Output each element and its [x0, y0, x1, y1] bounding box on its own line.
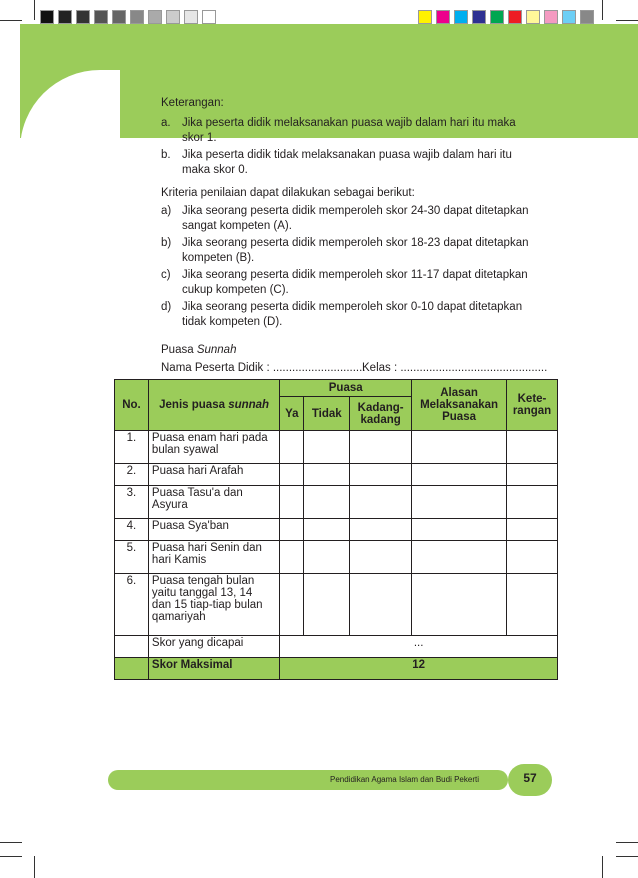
row-jenis: Puasa hari Arafah: [148, 464, 279, 486]
row-number: 1.: [115, 431, 149, 464]
color-swatch: [58, 10, 72, 24]
row-jenis: Puasa enam hari pada bulan syawal: [148, 431, 279, 464]
kriteria-item-a: Jika seorang peserta didik memperoleh skor 24-30 dapat ditetapkan: [182, 205, 529, 217]
color-swatch: [472, 10, 486, 24]
cell-tidak[interactable]: [304, 486, 350, 519]
cell-ya[interactable]: [280, 431, 304, 464]
color-swatch: [166, 10, 180, 24]
row-number: 6.: [115, 574, 149, 636]
table-row: [115, 486, 558, 519]
name-field-label: Nama Peserta Didik : .............................: [161, 362, 366, 374]
crop-mark: [34, 0, 35, 20]
cell-ya[interactable]: [280, 464, 304, 486]
cell-alasan[interactable]: [412, 486, 507, 519]
row-jenis: Puasa tengah bulan yaitu tanggal 13, 14 dan 15 tiap-tiap bulan qamariyah: [148, 574, 279, 636]
cell-keterangan[interactable]: [507, 574, 558, 636]
cell-keterangan[interactable]: [507, 541, 558, 574]
cell-kadang[interactable]: [350, 431, 412, 464]
color-swatch: [94, 10, 108, 24]
color-swatch: [526, 10, 540, 24]
cell-ya[interactable]: [280, 486, 304, 519]
cell-kadang[interactable]: [350, 541, 412, 574]
cell-ya[interactable]: [280, 541, 304, 574]
crop-mark: [602, 856, 603, 878]
keterangan-marker-b: b.: [161, 149, 171, 161]
color-swatch: [202, 10, 216, 24]
table-row: [115, 431, 558, 464]
kriteria-marker-b: b): [161, 237, 172, 249]
table-row: [115, 519, 558, 541]
keterangan-item-a-cont: skor 1.: [182, 132, 217, 144]
color-swatch: [562, 10, 576, 24]
class-field-label: Kelas : ..............................................: [362, 362, 548, 374]
header-jenis: Jenis puasa sunnah: [148, 380, 279, 431]
max-label: Skor Maksimal: [148, 658, 279, 680]
color-swatch: [76, 10, 90, 24]
color-swatch: [148, 10, 162, 24]
crop-mark: [602, 0, 603, 20]
color-swatch: [418, 10, 432, 24]
color-swatch: [490, 10, 504, 24]
table-row: [115, 574, 558, 636]
kriteria-item-d-cont: tidak kompeten (D).: [182, 316, 283, 328]
max-value: 12: [280, 658, 558, 680]
cell-tidak[interactable]: [304, 519, 350, 541]
kriteria-item-b: Jika seorang peserta didik memperoleh skor 18-23 dapat ditetapkan: [182, 237, 529, 249]
kriteria-item-a-cont: sangat kompeten (A).: [182, 220, 292, 232]
keterangan-item-b-cont: maka skor 0.: [182, 164, 248, 176]
kriteria-marker-d: d): [161, 301, 172, 313]
skor-label: Skor yang dicapai: [148, 636, 279, 658]
cell-alasan[interactable]: [412, 574, 507, 636]
keterangan-title: Keterangan:: [161, 97, 224, 109]
puasa-sunnah-table: [114, 379, 558, 680]
color-swatch: [40, 10, 54, 24]
kriteria-item-d: Jika seorang peserta didik memperoleh skor 0-10 dapat ditetapkan: [182, 301, 523, 313]
cell-kadang[interactable]: [350, 486, 412, 519]
crop-mark: [616, 856, 638, 857]
kriteria-title: Kriteria penilaian dapat dilakukan sebagai berikut:: [161, 187, 415, 199]
cell-kadang[interactable]: [350, 464, 412, 486]
cell-alasan[interactable]: [412, 541, 507, 574]
kriteria-marker-c: c): [161, 269, 171, 281]
cell-kadang[interactable]: [350, 519, 412, 541]
color-swatch: [130, 10, 144, 24]
row-number: 3.: [115, 486, 149, 519]
crop-mark: [0, 842, 22, 843]
kriteria-marker-a: a): [161, 205, 172, 217]
skor-value[interactable]: ...: [280, 636, 558, 658]
cell-kadang[interactable]: [350, 574, 412, 636]
color-swatch: [454, 10, 468, 24]
row-number: 2.: [115, 464, 149, 486]
cell-tidak[interactable]: [304, 541, 350, 574]
header-tidak: Tidak: [304, 397, 350, 431]
cell-keterangan[interactable]: [507, 464, 558, 486]
cell-tidak[interactable]: [304, 574, 350, 636]
kriteria-item-c: Jika seorang peserta didik memperoleh skor 11-17 dapat ditetapkan: [182, 269, 528, 281]
keterangan-item-b: Jika peserta didik tidak melaksanakan puasa wajib dalam hari itu: [182, 149, 512, 161]
cell-ya[interactable]: [280, 519, 304, 541]
color-swatch: [580, 10, 594, 24]
cell-keterangan[interactable]: [507, 519, 558, 541]
skor-row: [115, 636, 558, 658]
header-no: No.: [115, 380, 149, 431]
row-jenis: Puasa Sya'ban: [148, 519, 279, 541]
kriteria-item-b-cont: kompeten (B).: [182, 252, 255, 264]
cell-alasan[interactable]: [412, 519, 507, 541]
cell-ya[interactable]: [280, 574, 304, 636]
cell-keterangan[interactable]: [507, 431, 558, 464]
header-kadang: Kadang- kadang: [350, 397, 412, 431]
crop-mark: [616, 842, 638, 843]
keterangan-marker-a: a.: [161, 117, 171, 129]
cell-tidak[interactable]: [304, 431, 350, 464]
row-jenis: Puasa hari Senin dan hari Kamis: [148, 541, 279, 574]
keterangan-item-a: Jika peserta didik melaksanakan puasa wajib dalam hari itu maka: [182, 117, 516, 129]
page-number: 57: [523, 771, 537, 785]
footer-book-title: Pendidikan Agama Islam dan Budi Pekerti: [330, 775, 479, 784]
cell-alasan[interactable]: [412, 464, 507, 486]
row-number: 5.: [115, 541, 149, 574]
crop-mark: [0, 856, 22, 857]
row-number: 4.: [115, 519, 149, 541]
cell-alasan[interactable]: [412, 431, 507, 464]
color-swatch: [436, 10, 450, 24]
cell-keterangan[interactable]: [507, 486, 558, 519]
crop-mark: [34, 856, 35, 878]
table-row: [115, 541, 558, 574]
cell-tidak[interactable]: [304, 464, 350, 486]
table-row: [115, 464, 558, 486]
max-row: [115, 658, 558, 680]
color-swatch: [544, 10, 558, 24]
header-keterangan: Kete- rangan: [507, 380, 558, 431]
header-alasan: Alasan Melaksanakan Puasa: [412, 380, 507, 431]
crop-mark: [0, 20, 22, 21]
row-jenis: Puasa Tasu'a dan Asyura: [148, 486, 279, 519]
section-title: Puasa Sunnah: [161, 344, 237, 356]
color-swatch: [112, 10, 126, 24]
kriteria-item-c-cont: cukup kompeten (C).: [182, 284, 289, 296]
crop-mark: [616, 20, 638, 21]
header-ya: Ya: [280, 397, 304, 431]
color-swatch: [184, 10, 198, 24]
color-swatch: [508, 10, 522, 24]
header-puasa: Puasa: [280, 380, 412, 397]
